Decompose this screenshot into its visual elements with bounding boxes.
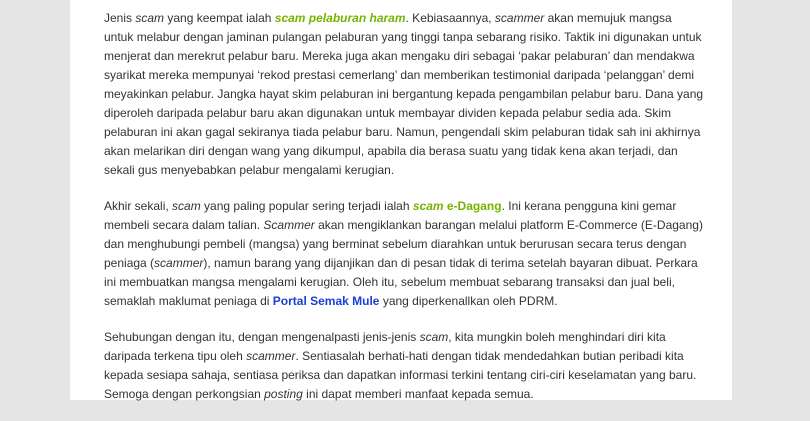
portal-semak-mule-link[interactable]: Portal Semak Mule bbox=[272, 294, 380, 308]
paragraph-conclusion bbox=[104, 328, 704, 404]
text: Sehubungan dengan itu, dengan mengenalpasti jenis-jenis bbox=[104, 330, 420, 344]
text: Jenis bbox=[104, 11, 136, 25]
text: . Ini kerana pengguna kini gemar membeli secara dalam talian. bbox=[104, 199, 677, 232]
text: , kita mungkin boleh menghindari diri kita daripada terkena tipu oleh bbox=[104, 330, 666, 363]
highlight-scam: scam bbox=[412, 199, 444, 213]
text-italic: scammer bbox=[246, 349, 296, 363]
text: yang paling popular sering terjadi ialah bbox=[200, 199, 413, 213]
text-italic: scammer bbox=[494, 11, 545, 25]
text-italic: posting bbox=[264, 387, 303, 401]
paragraph-edagang-scam bbox=[104, 197, 704, 311]
paragraph-investment-scam bbox=[104, 9, 704, 180]
highlight-investment-scam: scam pelaburan haram bbox=[274, 11, 406, 25]
text: akan mengiklankan barangan melalui platform E-Commerce (E-Dagang) dan menghubungi pembeli (mangsa) yang berminat sebelum diarahkan untuk berurusan secara terus dengan peniaga ( bbox=[104, 218, 703, 270]
text-italic: scam bbox=[419, 330, 449, 344]
text-italic: scammer bbox=[154, 256, 204, 270]
article-body bbox=[104, 9, 704, 421]
text-italic: Scammer bbox=[263, 218, 315, 232]
article-card bbox=[70, 0, 732, 400]
text: ini dapat memberi manfaat kepada semua. bbox=[302, 387, 534, 401]
highlight-edagang: e-Dagang bbox=[443, 199, 502, 213]
text: ), namun barang yang dijanjikan dan di pesan tidak di terima setelah bayaran dibuat. Perkara ini membuatkan mangsa mengalami kerugian. Oleh itu, sebelum membuat sebarang transaksi dan jual beli, semaklah maklumat peniaga di bbox=[104, 256, 698, 308]
text-italic: scam bbox=[135, 11, 165, 25]
text: yang diperkenallkan oleh PDRM. bbox=[379, 294, 558, 308]
text: . Kebiasaannya, bbox=[405, 11, 495, 25]
text: yang keempat ialah bbox=[164, 11, 275, 25]
text-italic: scam bbox=[172, 199, 201, 213]
text: akan memujuk mangsa untuk melabur dengan jaminan pulangan pelaburan yang tinggi tanpa sebarang risiko. Taktik ini digunakan untuk menjerat dan merekrut pelabur baru. Mereka juga akan mengaku diri sebagai ‘pakar pelaburan’ dan mendakwa syarikat mereka mempunyai ‘rekod prestasi cemerlang’ dan memberikan testimonial daripada ‘pelanggan’ demi meyakinkan pelabur. Jangka hayat skim pelaburan ini bergantung kepada pengambilan pelabur baru. Dana yang diperoleh daripada pelabur baru akan digunakan untuk membayar dividen kepada pelabur sedia ada. Skim pelaburan ini akan gagal sekiranya tiada pelabur baru. Namun, pengendali skim pelaburan tidak sah ini akhirnya akan melarikan diri dengan wang yang dikumpul, apabila dia berasa suatu yang tidak kena akan terjadi, dan sekali gus menyebabkan pelabur mengalami kerugian. bbox=[104, 11, 704, 177]
text: Akhir sekali, bbox=[104, 199, 173, 213]
text: . Sentiasalah berhati-hati dengan tidak mendedahkan butian peribadi kita kepada sesiapa sahaja, sentiasa periksa dan dapatkan informasi terkini tentang ciri-ciri keselamatan yang baru. Semoga dengan perkongsian bbox=[104, 349, 697, 401]
